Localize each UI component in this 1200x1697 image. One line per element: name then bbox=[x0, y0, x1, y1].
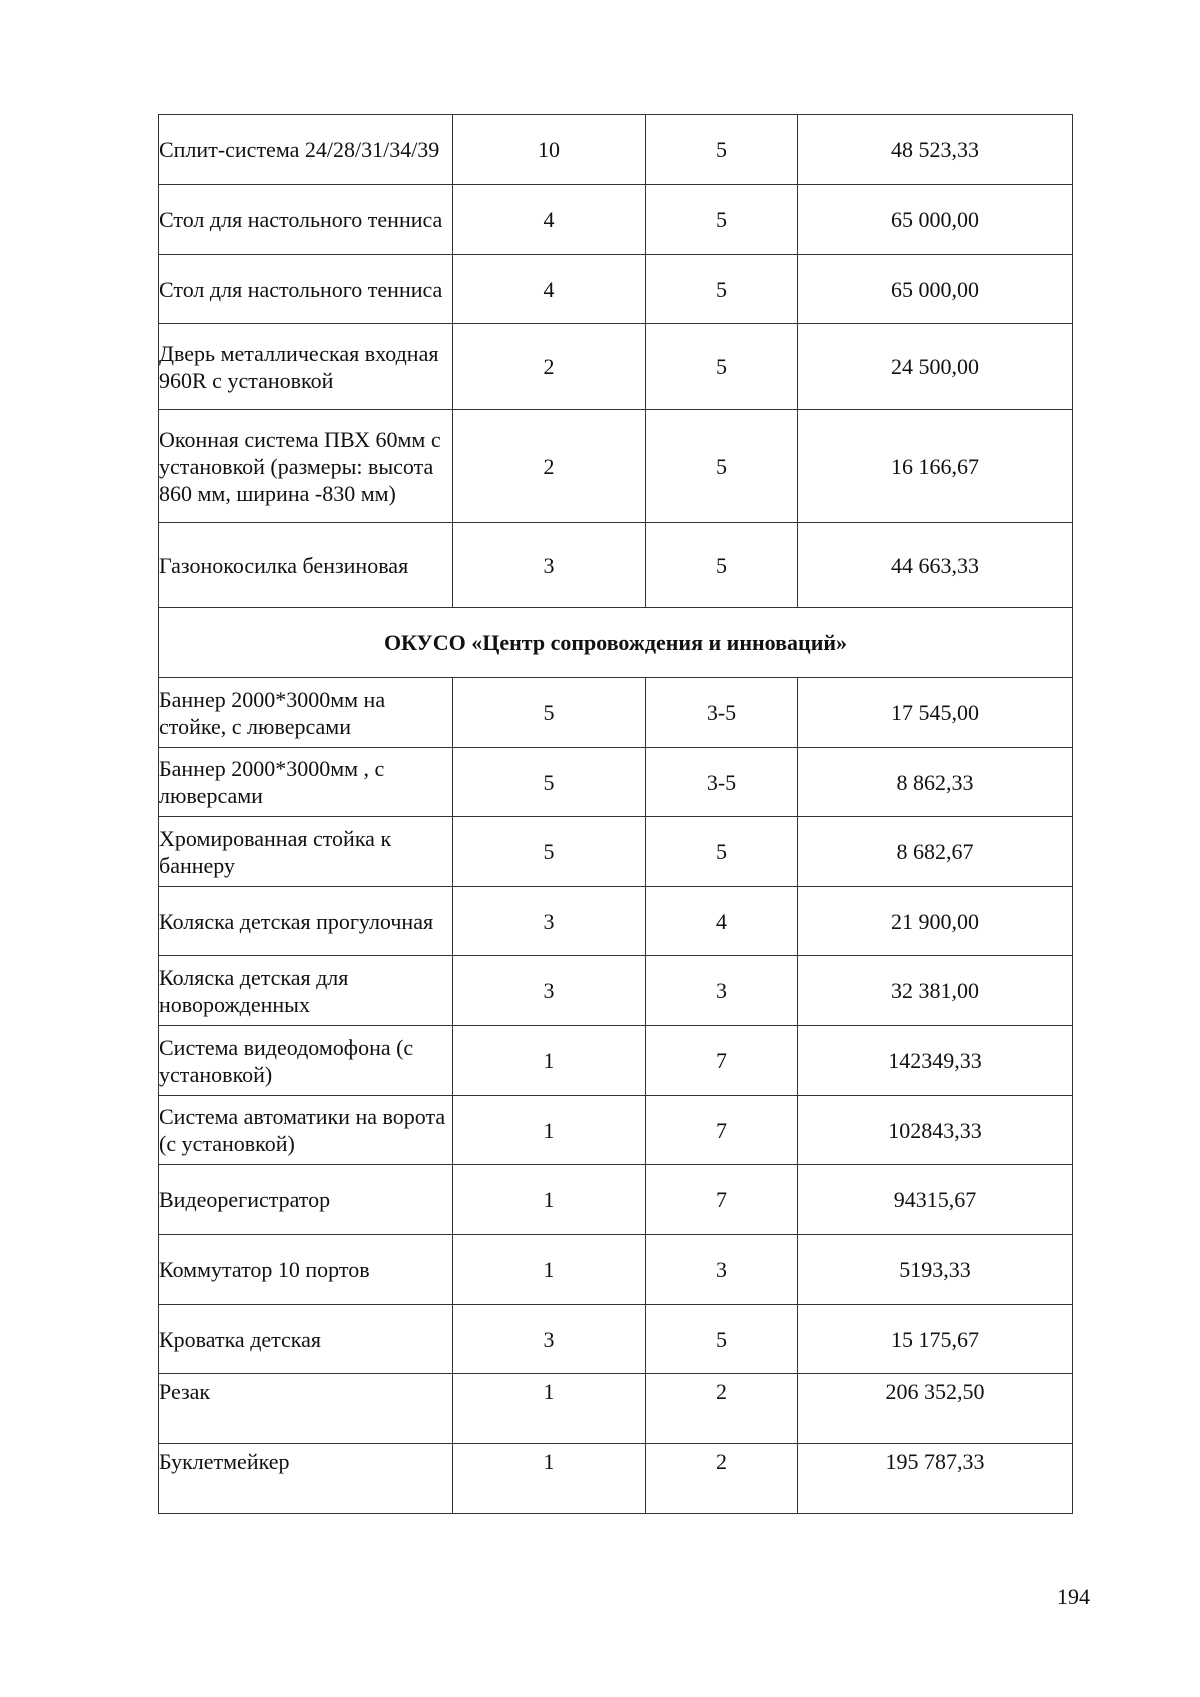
item-name: Дверь металлическая входная 960R с установкой bbox=[159, 324, 453, 410]
table-row bbox=[159, 678, 1073, 748]
item-price: 65 000,00 bbox=[798, 255, 1073, 324]
table-row bbox=[159, 1096, 1073, 1165]
table-row bbox=[159, 115, 1073, 185]
item-name: Кроватка детская bbox=[159, 1305, 453, 1374]
table-row bbox=[159, 956, 1073, 1026]
item-name: Коляска детская прогулочная bbox=[159, 887, 453, 956]
item-term: 7 bbox=[646, 1165, 798, 1235]
table-row bbox=[159, 410, 1073, 523]
item-term: 3 bbox=[646, 956, 798, 1026]
item-name: Стол для настольного тенниса bbox=[159, 255, 453, 324]
item-quantity: 4 bbox=[453, 255, 646, 324]
item-price: 24 500,00 bbox=[798, 324, 1073, 410]
item-price: 16 166,67 bbox=[798, 410, 1073, 523]
item-price: 206 352,50 bbox=[798, 1374, 1073, 1444]
item-term: 5 bbox=[646, 1305, 798, 1374]
item-price: 5193,33 bbox=[798, 1235, 1073, 1305]
item-term: 5 bbox=[646, 817, 798, 887]
page-number: 194 bbox=[1057, 1584, 1090, 1609]
table-row bbox=[159, 523, 1073, 608]
item-name: Баннер 2000*3000мм , с люверсами bbox=[159, 748, 453, 817]
item-quantity: 3 bbox=[453, 956, 646, 1026]
item-quantity: 1 bbox=[453, 1444, 646, 1514]
item-price: 102843,33 bbox=[798, 1096, 1073, 1165]
table-row bbox=[159, 185, 1073, 255]
item-quantity: 1 bbox=[453, 1165, 646, 1235]
item-price: 8 682,67 bbox=[798, 817, 1073, 887]
item-price: 142349,33 bbox=[798, 1026, 1073, 1096]
table-row bbox=[159, 1444, 1073, 1514]
table-row bbox=[159, 1374, 1073, 1444]
item-term: 3-5 bbox=[646, 678, 798, 748]
item-name: Газонокосилка бензиновая bbox=[159, 523, 453, 608]
item-term: 2 bbox=[646, 1444, 798, 1514]
item-quantity: 5 bbox=[453, 748, 646, 817]
item-name: Система видеодомофона (с установкой) bbox=[159, 1026, 453, 1096]
item-quantity: 5 bbox=[453, 678, 646, 748]
item-term: 3 bbox=[646, 1235, 798, 1305]
item-quantity: 1 bbox=[453, 1235, 646, 1305]
item-quantity: 1 bbox=[453, 1096, 646, 1165]
item-term: 7 bbox=[646, 1096, 798, 1165]
table-row bbox=[159, 748, 1073, 817]
item-quantity: 3 bbox=[453, 887, 646, 956]
item-name: Коммутатор 10 портов bbox=[159, 1235, 453, 1305]
item-quantity: 5 bbox=[453, 817, 646, 887]
item-quantity: 1 bbox=[453, 1374, 646, 1444]
table-row bbox=[159, 1235, 1073, 1305]
item-quantity: 3 bbox=[453, 523, 646, 608]
section-title: ОКУСО «Центр сопровождения и инноваций» bbox=[159, 608, 1073, 678]
item-price: 21 900,00 bbox=[798, 887, 1073, 956]
item-term: 4 bbox=[646, 887, 798, 956]
item-term: 3-5 bbox=[646, 748, 798, 817]
item-price: 17 545,00 bbox=[798, 678, 1073, 748]
item-term: 5 bbox=[646, 523, 798, 608]
item-term: 7 bbox=[646, 1026, 798, 1096]
item-price: 15 175,67 bbox=[798, 1305, 1073, 1374]
equipment-table bbox=[158, 114, 1073, 1514]
item-price: 8 862,33 bbox=[798, 748, 1073, 817]
item-price: 65 000,00 bbox=[798, 185, 1073, 255]
item-term: 5 bbox=[646, 115, 798, 185]
item-quantity: 3 bbox=[453, 1305, 646, 1374]
item-name: Коляска детская для новорожденных bbox=[159, 956, 453, 1026]
item-term: 5 bbox=[646, 185, 798, 255]
item-name: Сплит-система 24/28/31/34/39 bbox=[159, 115, 453, 185]
item-name: Баннер 2000*3000мм на стойке, с люверсами bbox=[159, 678, 453, 748]
item-quantity: 4 bbox=[453, 185, 646, 255]
item-quantity: 10 bbox=[453, 115, 646, 185]
item-quantity: 1 bbox=[453, 1026, 646, 1096]
item-term: 5 bbox=[646, 324, 798, 410]
table-row bbox=[159, 324, 1073, 410]
table-row bbox=[159, 887, 1073, 956]
item-name: Оконная система ПВХ 60мм с установкой (размеры: высота 860 мм, ширина -830 мм) bbox=[159, 410, 453, 523]
section-header-row bbox=[159, 608, 1073, 678]
table-row bbox=[159, 1165, 1073, 1235]
item-price: 48 523,33 bbox=[798, 115, 1073, 185]
table-row bbox=[159, 255, 1073, 324]
item-name: Хромированная стойка к баннеру bbox=[159, 817, 453, 887]
item-price: 44 663,33 bbox=[798, 523, 1073, 608]
table-row bbox=[159, 1026, 1073, 1096]
item-name: Стол для настольного тенниса bbox=[159, 185, 453, 255]
item-name: Видеорегистратор bbox=[159, 1165, 453, 1235]
item-quantity: 2 bbox=[453, 410, 646, 523]
item-name: Буклетмейкер bbox=[159, 1444, 453, 1514]
item-price: 32 381,00 bbox=[798, 956, 1073, 1026]
item-price: 94315,67 bbox=[798, 1165, 1073, 1235]
item-name: Резак bbox=[159, 1374, 453, 1444]
item-term: 5 bbox=[646, 255, 798, 324]
table-row bbox=[159, 817, 1073, 887]
item-term: 5 bbox=[646, 410, 798, 523]
item-term: 2 bbox=[646, 1374, 798, 1444]
item-quantity: 2 bbox=[453, 324, 646, 410]
table-row bbox=[159, 1305, 1073, 1374]
item-name: Система автоматики на ворота (с установкой) bbox=[159, 1096, 453, 1165]
item-price: 195 787,33 bbox=[798, 1444, 1073, 1514]
